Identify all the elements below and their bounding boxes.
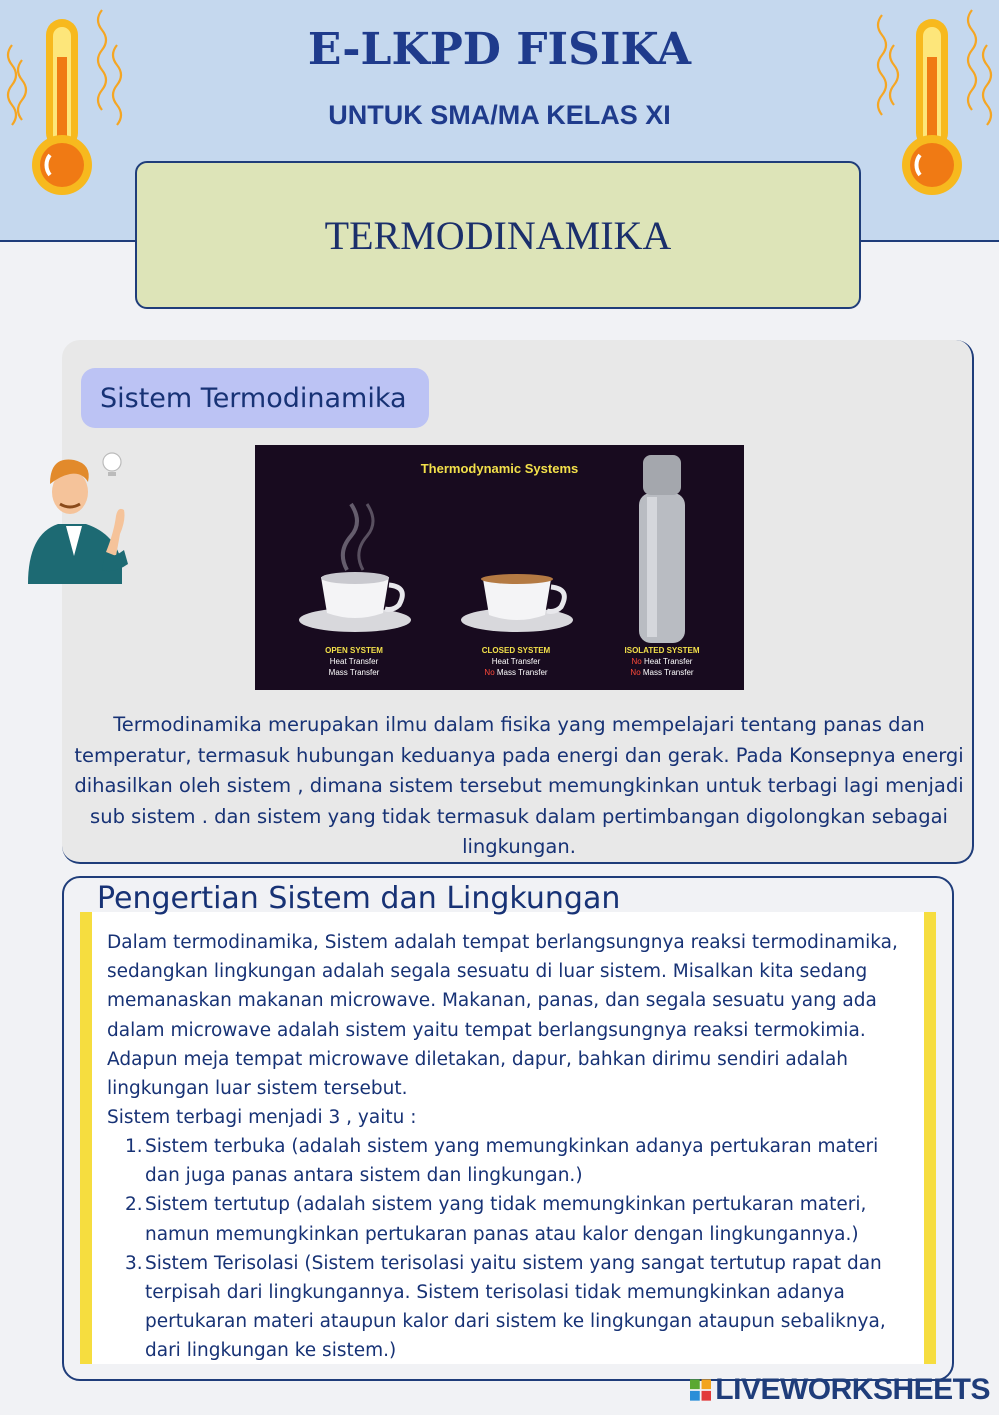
figure-title: Thermodynamic Systems: [420, 461, 579, 476]
list-item: 2. Sistem tertutup (adalah sistem yang tidak memungkinkan pertukaran materi, namun memungkinkan pertukaran panas atau kalor dengan lingkungannya.): [125, 1194, 867, 1245]
system-types-list: [107, 1132, 912, 1366]
accent-bar-left: [80, 912, 92, 1364]
page-title: E-LKPD FISIKA: [307, 24, 692, 75]
logo-text: LIVEWORKSHEETS: [715, 1373, 990, 1406]
open-system-label: OPEN SYSTEM Heat Transfer Mass Transfer: [325, 646, 383, 677]
list-item: 3. Sistem Terisolasi (Sistem terisolasi yaitu sistem yang sangat tertutup rapat dan terpisah dari lingkungannya. Sistem terisolasi tidak memungkinkan adanya pertukaran materi ataupun kalor dari sistem ke lingkungan ataupun sebaliknya, dari lingkungan ke sistem.): [125, 1252, 886, 1362]
liveworksheets-icon: [690, 1378, 711, 1402]
list-intro: Sistem terbagi menjadi 3 , yaitu :: [107, 1107, 417, 1129]
definition-paragraph: Dalam termodinamika, Sistem adalah tempat berlangsungnya reaksi termodinamika, sedangkan lingkungan adalah segala sesuatu di luar sistem. Misalkan kita sedang memanaskan makanan microwave. Makanan, panas, dan segala sesuatu yang ada dalam microwave adalah sistem yaitu tempat berlangsungnya reaksi termokimia. Adapun meja tempat microwave diletakan, dapur, bahkan dirimu sendiri adalah lingkungan luar sistem tersebut. Sistem terbagi menjadi 3 , yaitu :: [107, 932, 898, 1129]
thermodynamic-systems-figure: [255, 445, 744, 690]
page-subtitle: UNTUK SMA/MA KELAS XI: [328, 100, 671, 130]
topic-banner: [135, 161, 861, 309]
list-item: 1. Sistem terbuka (adalah sistem yang memungkinkan adanya pertukaran materi dan juga panas antara sistem dan lingkungan.): [125, 1136, 879, 1187]
isolated-system-label: ISOLATED SYSTEM No Heat Transfer No Mass Transfer: [624, 646, 700, 677]
teacher-illustration: [28, 444, 136, 584]
closed-system-label: CLOSED SYSTEM Heat Transfer No Mass Transfer: [481, 646, 551, 677]
topic-title: TERMODINAMIKA: [324, 212, 672, 258]
intro-paragraph: Termodinamika merupakan ilmu dalam fisika yang mempelajari tentang panas dan temperatur, termasuk hubungan keduanya pada energi dan gerak. Pada Konsepnya energi dihasilkan oleh sistem , dimana sistem tersebut memungkinkan untuk terbagi lagi menjadi sub sistem . dan sistem yang tidak termasuk dalam pertimbangan digolongkan sebagai lingkungan.: [74, 713, 964, 858]
section-label: Sistem Termodinamika: [81, 368, 429, 428]
liveworksheets-logo[interactable]: [690, 1372, 990, 1408]
section-title: Pengertian Sistem dan Lingkungan: [97, 881, 621, 916]
accent-bar-right: [924, 912, 936, 1364]
